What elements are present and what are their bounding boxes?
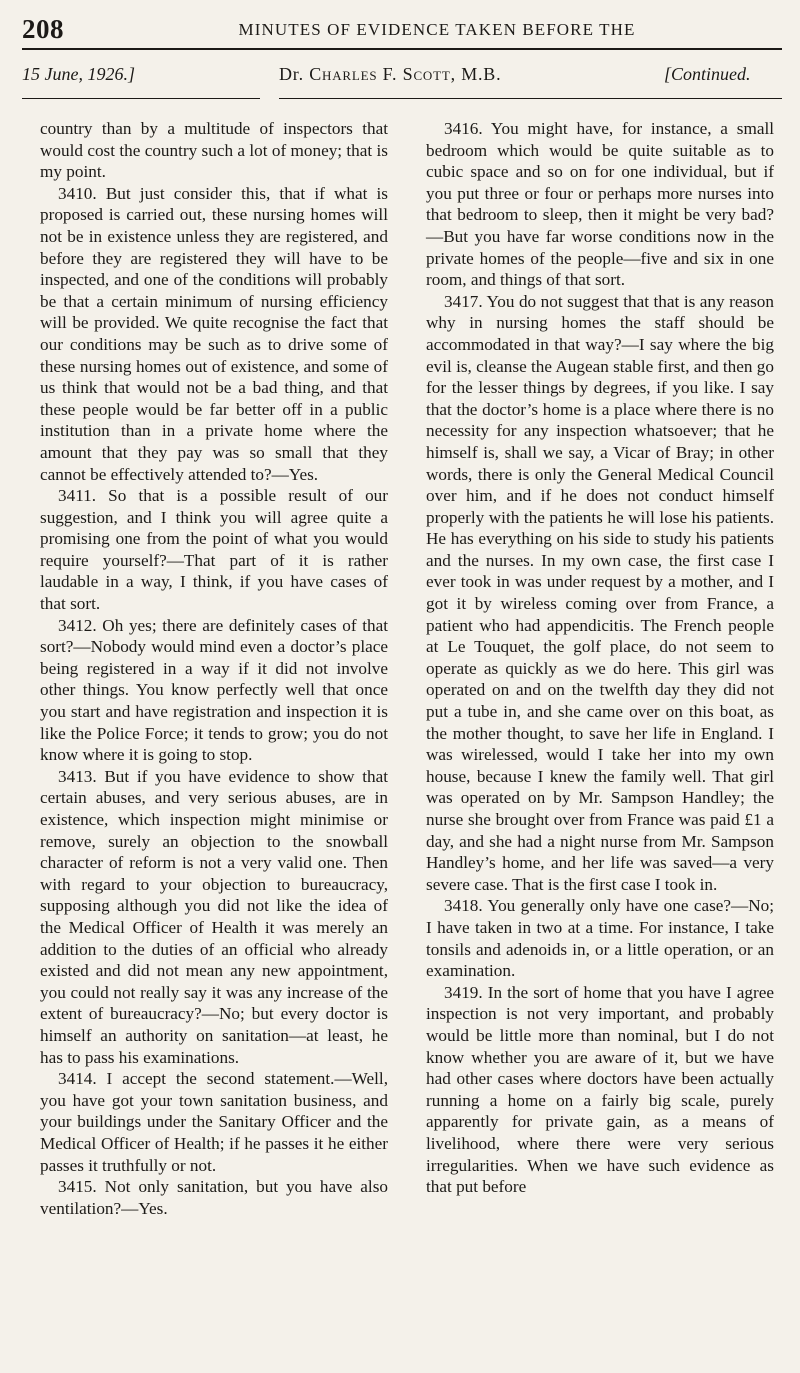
paragraph: 3419. In the sort of home that you have I agree inspection is not very important, and probably would be little more than nominal, but I do not know whether you are aware of it, but we have had other cases where doctors have been actually running a home on a fairly big scale, purely apparently for private gain, as a means of livelihood, where there were very serious irregularities. When we have such evidence as that put before: [426, 982, 774, 1197]
subhead-rule-right: [279, 98, 782, 99]
subhead-rule-left: [22, 98, 260, 99]
paragraph: 3417. You do not suggest that that is any reason why in nursing homes the staff should be accommodated in that way?—I say where the big evil is, cleanse the Augean stable first, and then go for the lesser things by degrees, if you like. I say that the doctor’s home is a place where there is no necessity for any inspection whatsoever; that he himself is, shall we say, a Vicar of Bray; in other words, there is only the General Medical Council over him, and if he does not conduct himself properly with the patients he will lose his patients. He has everything on his side to study his patients and the nurses. In my own case, the first case I ever took in was under request by a mother, and I got it by wireless coming over from France, a patient who had appendicitis. The French people at Le Touquet, the golf place, do not seem to operate as quickly as we do here. This girl was operated on and on the twelfth day they did not put a tube in, and she came over on this boat, as the mother thought, to save her life in England. I was wirelessed, would I take her into my own house, because I knew the family well. That girl was operated on by Mr. Sampson Handley; the nurse she brought over from France was paid £1 a day, and she had a night nurse from Mr. Sampson Handley’s home, and her life was saved—a very severe case. That is the first case I took in.: [426, 291, 774, 894]
running-title: MINUTES OF EVIDENCE TAKEN BEFORE THE: [238, 20, 636, 39]
paragraph: country than by a multitude of inspectors that would cost the country such a lot of money; that is my point.: [40, 119, 388, 182]
witness-prefix: Dr.: [279, 64, 310, 84]
paragraph: 3412. Oh yes; there are definitely cases of that sort?—Nobody would mind even a doctor’s place being registered in a way if it did not involve other things. You know perfectly well that once you start and have registration and inspection it is like the Police Force; it tends to grow; you do not know where it is going to stop.: [40, 615, 388, 765]
paragraph: 3411. So that is a possible result of our suggestion, and I think you will agree quite a promising one from the point of what you would require yourself?—That part of it is rather laudable in a way, I think, if you have cases of that sort.: [40, 486, 388, 614]
paragraph: 3415. Not only sanitation, but you have also ventilation?—Yes.: [40, 1177, 388, 1218]
session-date: 15 June, 1926.]: [22, 64, 135, 84]
paragraph: 3410. But just consider this, that if what is proposed is carried out, these nursing homes will not be in existence unless they are registered, and before they are registered they will have to be inspected, and one of the conditions will probably be that a certain minimum of nursing efficiency will be provided. We quite recognise the fact that our conditions may be such as to drive some of these nursing homes out of existence, and some of us think that would not be a bad thing, and that these people would be far better off in a public institution than in a private home where the amount that they pay was so small that they cannot be effectively attended to?—Yes.: [40, 183, 388, 484]
header-rule: [22, 48, 782, 50]
paragraph: 3413. But if you have evidence to show that certain abuses, and very serious abuses, are in existence, which inspection might minimise or remove, surely an objection to the snowball character of reform is not a very valid one. Then with regard to your objection to bureaucracy, supposing although you did not like the idea of the Medical Officer of Health it was merely an addition to the duties of an official who already existed and did not mean any new appointment, you could not really say it was any increase of the extent of bureaucracy?—No; but every doctor is himself an authority on sanitation—at least, he has to pass his examinations.: [40, 766, 388, 1067]
witness-line: [279, 64, 501, 92]
witness-suffix: , M.B.: [450, 64, 502, 84]
continued-label: [Continued.: [664, 64, 751, 84]
right-column: [426, 118, 774, 1198]
left-column: [40, 118, 388, 1219]
witness-name: Charles F. Scott: [309, 64, 451, 84]
page-number: 208: [22, 14, 64, 44]
paragraph: 3418. You generally only have one case?—No; I have taken in two at a time. For instance, I take tonsils and adenoids in, or a little operation, or an examination.: [426, 896, 774, 981]
paragraph: 3416. You might have, for instance, a small bedroom which would be quite suitable as to cubic space and so on for one individual, but if you put three or four or perhaps more nurses into that bedroom to sleep, then it might be very bad?—But you have far worse conditions now in the private homes of the people—five and six in one room, and things of that sort.: [426, 119, 774, 290]
paragraph: 3414. I accept the second statement.—Well, you have got your town sanitation business, and your buildings under the Sanitary Officer and the Medical Officer of Health; if he passes it he either passes it truthfully or not.: [40, 1069, 388, 1175]
